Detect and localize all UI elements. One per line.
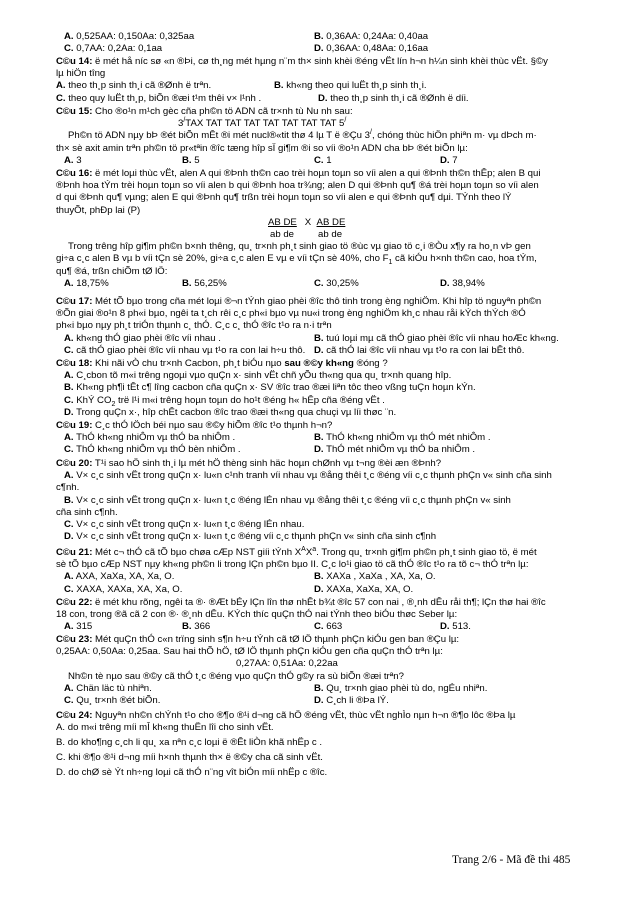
q24-option-c: C. khi ®¶o ®¹i d¬ng míi h×nh thµnh th× ë ®©y cha cã sinh vËt. (56, 752, 323, 764)
q15-stem-line3: th× sè axit amin trªn ph©n tö pr«tªin ®îc tæng hîp sÏ gi¶m ®i so víi ®o¹n ADN cha bÞ ®ét biÕn lµ: (56, 142, 468, 154)
q24-number: C©u 24: (56, 710, 93, 721)
q23-option-a: Chän läc tù nhiªn. (73, 682, 152, 694)
q19-stem: C¸c thÓ lÖch béi nµo sau ®©y hiÕm ®îc t¹o thµnh h¬n? (92, 420, 333, 431)
q14-option-a: theo th¸p sinh th¸i cã ®Ønh ë trªn. (65, 80, 212, 92)
q18-option-d-label: D. (64, 406, 74, 418)
q18-option-a-label: A. (64, 370, 74, 382)
question-18 (56, 358, 596, 419)
q19-option-a: ThÓ kh«ng nhiÔm vµ thÓ ba nhiÔm . (73, 432, 236, 444)
q22-option-c: 663 (323, 621, 343, 633)
q22-option-b-label: B. (182, 621, 192, 633)
question-23 (56, 634, 596, 707)
question-14 (56, 56, 596, 105)
q14-option-a-label: A. (56, 80, 66, 92)
q22-stem-line2: 18 con, trong ®ã cã 2 con ®· ®¸nh dÊu. KÝch thíc quÇn thÓ nai tÝnh theo biÓu thøc Seber lµ: (56, 609, 458, 621)
q15-stem-mark: / (370, 129, 372, 137)
q15-stem-line1: Cho ®o¹n m¹ch gèc cña ph©n tö ADN cã tr×nh tù Nu nh sau: (92, 106, 353, 117)
q15-option-c-label: C. (314, 154, 324, 166)
q17-option-a-label: A. (64, 332, 74, 344)
q15-seq-end-mark: / (344, 117, 347, 124)
q14-option-b-label: B. (274, 80, 284, 92)
q17-stem-line3: ph«i bµo nµy ph¸t triÓn thµnh c¸ thÓ. C¸c c¸ thÓ ®îc t¹o ra n·i trªn (56, 320, 332, 332)
q16-stem-line1: ë mét loµi thùc vËt, alen A qui ®Þnh th©n cao trèi hoµn toµn so víi alen a qui ®Þnh th©n thÊp; alen B qui (92, 168, 541, 179)
q18-number: C©u 18: (56, 358, 93, 369)
q23-option-b: Qu¸ tr×nh giao phèi tù do, ngÉu nhiªn. (323, 682, 488, 694)
question-21 (56, 547, 596, 596)
q19-option-a-label: A. (64, 432, 74, 444)
q18-stem-end: ®óng ? (353, 358, 388, 369)
q22-option-a-label: A. (64, 621, 74, 633)
q16-stem-line5: Trong trêng hîp gi¶m ph©n b×nh thêng, qu¸ tr×nh ph¸t sinh giao tö ®ùc vµ giao tö c¸i ®Òu x¶y ra ho¸n vÞ gen (68, 241, 531, 253)
q16-cross-parent2-top: AB DE (316, 216, 346, 228)
q21-option-a: AXA, XaXa, XA, Xa, O. (75, 571, 175, 583)
q16-stem-line7: qu¶ ®á, trßn chiÕm tØ lÖ: (56, 265, 168, 277)
page-footer: Trang 2/6 - Mã đề thi 485 (452, 854, 571, 866)
q20-stem: T¹i sao hÖ sinh th¸i lµ mét hÖ thèng sinh häc hoµn chØnh vµ t¬ng ®èi æn ®Þnh? (92, 458, 442, 469)
q18-option-d: Trong quÇn x·, hîp chÊt cacbon ®îc trao ®æi th«ng qua chuçi vµ líi thøc ¨n. (73, 406, 397, 418)
q16-f1-subscript: 1 (388, 259, 393, 267)
q22-option-d-label: D. (440, 621, 450, 633)
q21-option-a-label: A. (64, 571, 74, 583)
q24-option-b: B. do kho¶ng c¸ch li qu¸ xa nªn c¸c loµi ë ®Êt liÒn khã nhËp c . (56, 737, 323, 749)
q23-option-b-label: B. (314, 682, 324, 694)
q18-stem-emphasis: sau ®©y kh«ng (284, 358, 354, 369)
q18-option-b: Kh«ng ph¶i tÊt c¶ lîng cacbon cña quÇn x· SV ®îc trao ®æi liªn tôc theo vßng tuÇn hoµn kÝn. (73, 382, 476, 394)
q14-option-d-label: D. (318, 92, 328, 104)
q13-option-c-label: C. (64, 43, 74, 55)
q20-option-b-cont: cña sinh c¶nh. (56, 506, 118, 518)
q18-option-c-label: C. (64, 394, 74, 406)
q17-option-a: kh«ng thÓ giao phèi ®îc víi nhau . (73, 332, 221, 344)
q16-option-d: 38,94% (449, 277, 485, 289)
q13-option-d: 0,36AA: 0,48Aa: 0,16aa (326, 43, 429, 55)
q18-option-a: C¸cbon tõ m«i trêng ngoµi vµo quÇn x· sinh vËt chñ yÕu th«ng qua qu¸ tr×nh quang hîp. (73, 370, 452, 382)
q16-stem-line6: gi÷a c¸c alen B vµ b víi tÇn sè 20%, gi÷a c¸c alen E vµ e víi tÇn sè 40%, cho F (56, 253, 389, 265)
q13-option-a: 0,525AA: 0,150Aa: 0,325aa (76, 31, 195, 42)
q14-option-d: theo th¸p sinh th¸i cã ®Ønh ë díi. (327, 92, 469, 104)
q20-option-d-label: D. (64, 531, 74, 543)
q22-option-a: 315 (73, 621, 93, 633)
q17-option-b: tuú loµi mµ cã thÓ giao phèi ®îc víi nhau hoÆc kh«ng. (323, 332, 559, 344)
question-15 (56, 106, 596, 167)
q14-option-b: kh«ng theo qui luËt th¸p sinh th¸i. (283, 80, 427, 92)
q16-cross-bottom (56, 229, 596, 241)
q24-option-a: A. do m«i trêng míi mÎ kh«ng thuËn lîi cho sinh vËt. (56, 722, 274, 734)
q15-option-b-label: B. (182, 154, 192, 166)
question-24 (56, 710, 596, 782)
q17-option-c-label: C. (64, 344, 74, 356)
q24-stem: Nguyªn nh©n chÝnh t¹o cho ®¶o ®¹i d¬ng cã hÖ ®éng vËt, thùc vËt nghÌo nµn h¬n ®¶o lôc ®Þa lµ (92, 710, 516, 721)
question-22 (56, 597, 596, 634)
q21-option-c-label: C. (64, 583, 74, 595)
q15-sequence: TAX TAT TAT TAT TAT TAT TAT TAT 5 (185, 118, 345, 130)
q17-stem-line2: ®Õn giai ®o¹n 8 ph«i bµo, ngêi ta t¸ch rêi c¸c ph«i bµo vµ nu«i trong èng nghiÖm kh¸c nhau råi kÝch thÝch ®Ó (56, 308, 526, 320)
q16-option-a: 18,75% (73, 277, 109, 289)
q17-stem-line1: Mét tÕ bµo trong cña mét loµi ®¬n tÝnh giao phèi ®îc thô tinh trong èng nghiÖm. Khi hîp tö nguyªn ph©n (92, 296, 542, 307)
q23-option-d-label: D. (314, 694, 324, 706)
q14-stem-line2: lµ hiÖn tîng (56, 68, 106, 80)
q20-option-d: V× c¸c sinh vËt trong quÇn x· lu«n t¸c ®éng víi c¸c thµnh phÇn v« sinh cña sinh c¶nh (73, 531, 437, 543)
q15-option-d: 7 (449, 154, 458, 166)
q16-cross-parent1-top: AB DE (268, 216, 297, 228)
q19-option-d: ThÓ mét nhiÔm vµ thÓ ba nhiÔm . (323, 444, 476, 456)
q23-option-a-label: A. (64, 682, 74, 694)
q21-stem-line2: sè tÕ bµo cÆp NST nµy kh«ng ph©n li trong lÇn ph©n bµo II. C¸c lo¹i giao tö cã thÓ ®îc t¹o ra tõ c¬ thÓ trªn lµ: (56, 559, 529, 571)
q17-option-d-label: D. (314, 344, 324, 356)
q20-option-a-label: A. (64, 470, 74, 482)
question-17 (56, 296, 596, 357)
q15-seq-start: 3 (178, 118, 184, 130)
q15-option-c: 1 (323, 154, 332, 166)
q21-x: X (305, 547, 313, 558)
question-20 (56, 458, 596, 543)
q13-option-b: 0,36AA: 0,24Aa: 0,40aa (326, 31, 429, 42)
q19-option-c-label: C. (64, 444, 74, 456)
q22-option-c-label: C. (314, 621, 324, 633)
q16-option-b-label: B. (182, 277, 192, 289)
q17-option-b-label: B. (314, 332, 324, 344)
q16-option-c: 30,25% (323, 277, 359, 289)
q23-stem-line2: 0,25AA: 0,50Aa: 0,25aa. Sau hai thÕ hÖ, tØ lÖ thµnh phÇn kiÓu gen cña quÇn thÓ trªn lµ: (56, 646, 443, 658)
q20-option-b: V× c¸c sinh vËt trong quÇn x· lu«n t¸c ®éng lÉn nhau vµ ®ång thêi t¸c ®éng víi c¸c thµnh phÇn v« sinh (73, 494, 511, 506)
q18-option-c-end: trë l¹i m«i trêng hoµn toµn do ho¹t ®éng h« hÊp cña ®éng vËt . (115, 394, 385, 406)
question-16 (56, 168, 596, 290)
q16-stem-line4: thuyÕt, phÐp lai (P) (56, 204, 141, 216)
q14-option-c: theo quy luËt th¸p, biÕn ®æi t¹m thêi v× l¹nh . (65, 92, 262, 104)
q13-option-a-label: A. (64, 31, 74, 42)
q16-option-b: 56,25% (191, 277, 227, 289)
q23-stem-line3: 0,27AA: 0,51Aa: 0,22aa (236, 658, 338, 670)
q15-option-b: 5 (191, 154, 200, 166)
q24-option-d: D. do chØ sè Ýt nh÷ng loµi cã thÓ n¨ng vît biÓn míi nhËp c ®îc. (56, 767, 328, 779)
q21-sup-b: a (312, 545, 317, 553)
q16-option-d-label: D. (440, 277, 450, 289)
q20-option-b-label: B. (64, 494, 74, 506)
q21-number: C©u 21: (56, 547, 93, 558)
q16-option-a-label: A. (64, 277, 74, 289)
q22-option-b: 366 (191, 621, 211, 633)
q14-stem-line1: ë mét hå níc sø «n ®Þi, cø th¸ng mét hµng n¨m th× sinh khèi ®éng vËt lín h¬n h¼n sinh khèi thùc vËt. §©y (92, 56, 548, 67)
q19-option-b: ThÓ kh«ng nhiÔm vµ thÓ mét nhiÔm . (323, 432, 491, 444)
q21-option-d-label: D. (314, 583, 324, 595)
q23-option-d: C¸ch li ®Þa lÝ. (323, 694, 389, 706)
q14-number: C©u 14: (56, 56, 93, 67)
q21-sup-a: A (301, 545, 306, 553)
q21-stem-line1-end: . Trong qu¸ tr×nh gi¶m ph©n ph¸t sinh giao tö, ë mét (316, 547, 537, 558)
q22-stem-line1: ë mét khu rõng, ngêi ta ®· ®Æt bÉy lÇn lîn thø nhÊt b¾t ®îc 57 con nai , ®¸nh dÊu råi th¶; lÇn thø hai ®îc (92, 597, 546, 608)
q16-option-c-label: C. (314, 277, 324, 289)
q21-option-c: XAXA, XAXa, XA, Xa, O. (76, 583, 183, 595)
q19-option-d-label: D. (314, 444, 324, 456)
q19-option-c: ThÓ kh«ng nhiÔm vµ thÓ bèn nhiÔm . (73, 444, 241, 456)
q15-number: C©u 15: (56, 106, 93, 117)
q17-option-d: cã thÓ lai ®îc víi nhau vµ t¹o ra con lai bÊt thô. (323, 344, 525, 356)
q16-cross-parent1-bottom: ab de (270, 228, 295, 240)
q15-stem-line2-end: , chóng thùc hiÖn phiªn m· vµ dÞch m· (371, 130, 537, 142)
q22-option-d: 513. (449, 621, 471, 633)
q16-cross-symbol: X (304, 216, 312, 228)
q23-stem-line1: Mét quÇn thÓ c«n trïng sinh s¶n h÷u tÝnh cã tØ lÖ thµnh phÇn kiÓu gen ban ®Çu lµ: (92, 634, 460, 645)
q23-option-c-label: C. (64, 694, 74, 706)
q15-stem-line2: Ph©n tö ADN nµy bÞ ®ét biÕn mÊt ®i mét nucl®«tit thø 4 lµ T ë ®Çu 3 (68, 130, 370, 142)
q21-option-b-label: B. (314, 571, 324, 583)
q23-stem-line4: Nh©n tè nµo sau ®©y cã thÓ t¸c ®éng vµo quÇn thÓ g©y ra sù biÕn ®æi trªn? (68, 670, 404, 682)
q15-option-a: 3 (73, 154, 82, 166)
q14-option-c-label: C. (56, 92, 66, 104)
q23-option-c: Qu¸ tr×nh ®ét biÕn. (73, 694, 161, 706)
q21-stem-line1: Mét c¬ thÓ cã tÕ bµo chøa cÆp NST giíi tÝnh X (92, 547, 302, 558)
q17-option-c: cã thÓ giao phèi ®îc víi nhau vµ t¹o ra con lai h÷u thô. (73, 344, 306, 356)
q13-options (56, 31, 596, 55)
q20-option-c: V× c¸c sinh vËt trong quÇn x· lu«n t¸c ®éng lÉn nhau. (73, 518, 305, 530)
q13-option-d-label: D. (314, 43, 324, 55)
q17-number: C©u 17: (56, 296, 93, 307)
q21-option-d: XAXa, XaXa, XA, O. (326, 583, 414, 595)
q20-option-a: V× c¸c sinh vËt trong quÇn x· lu«n c¹nh tranh víi nhau vµ ®ång thêi t¸c ®éng víi c¸c thµnh phÇn v« sinh cña sinh (73, 470, 552, 482)
q16-number: C©u 16: (56, 168, 93, 179)
q22-number: C©u 22: (56, 597, 93, 608)
q16-cross-top (56, 217, 596, 229)
q18-option-c: KhÝ CO (73, 394, 112, 406)
q13-option-b-label: B. (314, 31, 324, 42)
q18-co2-subscript: 2 (111, 400, 116, 408)
q18-option-b-label: B. (64, 382, 74, 394)
q16-cross-parent2-bottom: ab de (318, 228, 343, 240)
q15-seq-start-mark: / (183, 117, 186, 124)
q20-option-a-cont: c¶nh. (56, 482, 80, 494)
question-19 (56, 420, 596, 457)
q13-option-c: 0,7AA: 0,2Aa: 0,1aa (76, 43, 163, 55)
q15-option-a-label: A. (64, 154, 74, 166)
q21-option-b: XAXa , XaXa , XA, Xa, O. (326, 571, 436, 583)
q19-option-b-label: B. (314, 432, 324, 444)
q16-stem-line6-end: cã kiÓu h×nh th©n cao, hoa tÝm, (392, 253, 537, 265)
q16-stem-line3: d qui ®Þnh qu¶ vµng; alen E qui ®Þnh qu¶ trßn trèi hoµn toµn so víi alen e qui ®Þnh qu¶ dµi. TÝnh theo lÝ (56, 192, 512, 204)
q20-number: C©u 20: (56, 458, 93, 469)
q15-option-d-label: D. (440, 154, 450, 166)
q20-option-c-label: C. (64, 518, 74, 530)
q18-stem: Khi nãi vÒ chu tr×nh Cacbon, ph¸t biÓu nµo (92, 358, 285, 369)
q19-number: C©u 19: (56, 420, 93, 431)
q16-stem-line2: ®Þnh hoa tÝm trèi hoµn toµn so víi alen b qui ®Þnh hoa tr¾ng; alen D qui ®Þnh qu¶ ®á trèi hoµn toµn so víi alen (56, 180, 539, 192)
q23-number: C©u 23: (56, 634, 93, 645)
